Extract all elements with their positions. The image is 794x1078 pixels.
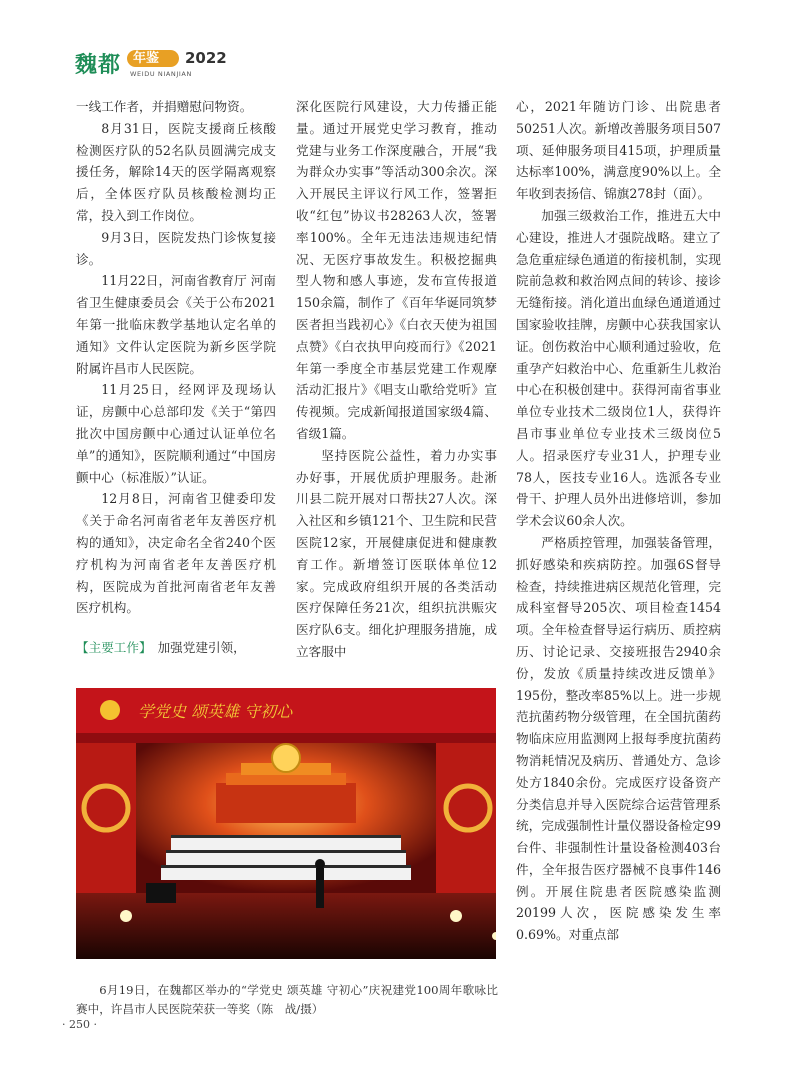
choir-stage-photo	[76, 688, 496, 959]
paragraph: 11月22日，河南省教育厅 河南省卫生健康委员会《关于公布2021年第一批临床教学基地认定名单的通知》文件认定医院为新乡医学院附属许昌市人民医院。	[76, 273, 276, 376]
paragraph: 深化医院行风建设，大力传播正能量。通过开展党史学习教育，推动党建与业务工作深度融合，开展“我为群众办实事”等活动300余次。深入开展民主评议行风工作，签署拒收“红包”协议书28263人次，签署率100%。全年无违法违规违纪情况、无医疗事故发生。积极挖掘典型人物和感人事迹，发布宣传报道150余篇，制作了《百年华诞同筑梦 医者担当践初心》《白衣天使为祖国点赞》《白衣执甲向疫而行》《2021年第一季度全市基层党建工作观摩活动汇报片》《唱支山歌给党听》宣传视频。完成新闻报道国家级4篇、省级1篇。	[296, 99, 497, 441]
stage-illustration	[76, 688, 496, 959]
text-column-1	[76, 96, 276, 659]
paragraph: 8月31日，医院支援商丘核酸检测医疗队的52名队员圆满完成支援任务，解除14天的医学隔离观察后，全体医疗队员核酸检测均正常，投入到工作岗位。	[76, 120, 276, 223]
section-text: 加强党建引领，	[157, 640, 246, 656]
text-column-2	[296, 96, 497, 663]
paragraph: 严格质控管理，加强装备管理，抓好感染和疾病防控。加强6S督导检查，持续推进病区规范化管理，完成科室督导205次、项目检查1454项。全年检查督导运行病历、质控病历、讨论记录、交接班报告2940余份，发放《质量持续改进反馈单》195份，整改率85%以上。进一步规范抗菌药物分级管理，在全国抗菌药物临床应用监测网上报每季度抗菌药物消耗情况及病历、普通处方、急诊处方1840余份。完成医疗设备资产分类信息并导入医院综合运营管理系统，完成强制性计量仪器设备检定99台件、非强制性计量设备检测403台件，全年报告医疗器械不良事件146例。开展住院患者医院感染监测20199人次，医院感染发生率0.69%。对重点部	[516, 534, 721, 943]
stage-banner-text: 学党史 颂英雄 守初心	[138, 702, 293, 721]
paragraph: 坚持医院公益性，着力办实事办好事，开展优质护理服务。赴淅川县二院开展对口帮扶27人次。深入社区和乡镇121个、卫生院和民营医院12家，开展健康促进和健康教育工作。新增签订医联体单位12家。完成政府组织开展的各类活动医疗保障任务21次，组织抗洪赈灾医疗队6支。细化护理服务措施，成立客服中	[296, 447, 497, 659]
logo-badge-text: 年鉴	[133, 51, 160, 66]
paragraph: 一线工作者，并捐赠慰问物资。	[76, 99, 253, 114]
section-heading-paragraph	[76, 637, 276, 659]
logo-badge	[127, 50, 179, 67]
section-tag: 【主要工作】	[76, 640, 152, 656]
logo-year: 2022	[185, 49, 227, 67]
text-column-3	[516, 96, 721, 946]
photo-caption: 6月19日，在魏都区举办的“学党史 颂英雄 守初心”庆祝建党100周年歌咏比赛中，许昌市人民医院荣获一等奖（陈 战/摄）	[76, 982, 498, 1017]
paragraph: 11月25日，经网评及现场认证，房颤中心总部印发《关于“第四批次中国房颤中心通过认证单位名单”的通知》，医院顺利通过“中国房颤中心（标准版）”认证。	[76, 382, 276, 485]
paragraph: 心，2021年随访门诊、出院患者50251人次。新增改善服务项目507项、延伸服务项目415项，护理质量达标率100%，满意度90%以上。全年收到表扬信、锦旗278封（面）。	[516, 99, 721, 202]
logo-english: WEIDU NIANJIAN	[130, 70, 192, 78]
paragraph: 9月3日，医院发热门诊恢复接诊。	[76, 229, 276, 267]
page-number: · 250 ·	[62, 1018, 97, 1031]
yearbook-logo	[75, 48, 275, 88]
paragraph: 加强三级救治工作，推进五大中心建设，推进人才强院战略。建立了急危重症绿色通道的衔接机制，实现院前急救和救治网点间的转诊、接诊无缝衔接。消化道出血绿色通道通过国家验收挂牌，房颤中心获我国家认证。创伤救治中心顺利通过验收，危重孕产妇救治中心、危重新生儿救治中心在积极创建中。获得河南省事业单位专业技术二级岗位1人，获得许昌市事业单位专业技术三级岗位5人。招录医疗专业31人，护理专业78人，医技专业16人。选派各专业骨干、护理人员外出进修培训，参加学术会议60余人次。	[516, 207, 721, 529]
paragraph: 12月8日，河南省卫健委印发《关于命名河南省老年友善医疗机构的通知》，决定命名全省240个医疗机构为河南省老年友善医疗机构，医院成为首批河南省老年友善医疗机构。	[76, 491, 276, 616]
logo-title: 魏都	[75, 53, 122, 78]
